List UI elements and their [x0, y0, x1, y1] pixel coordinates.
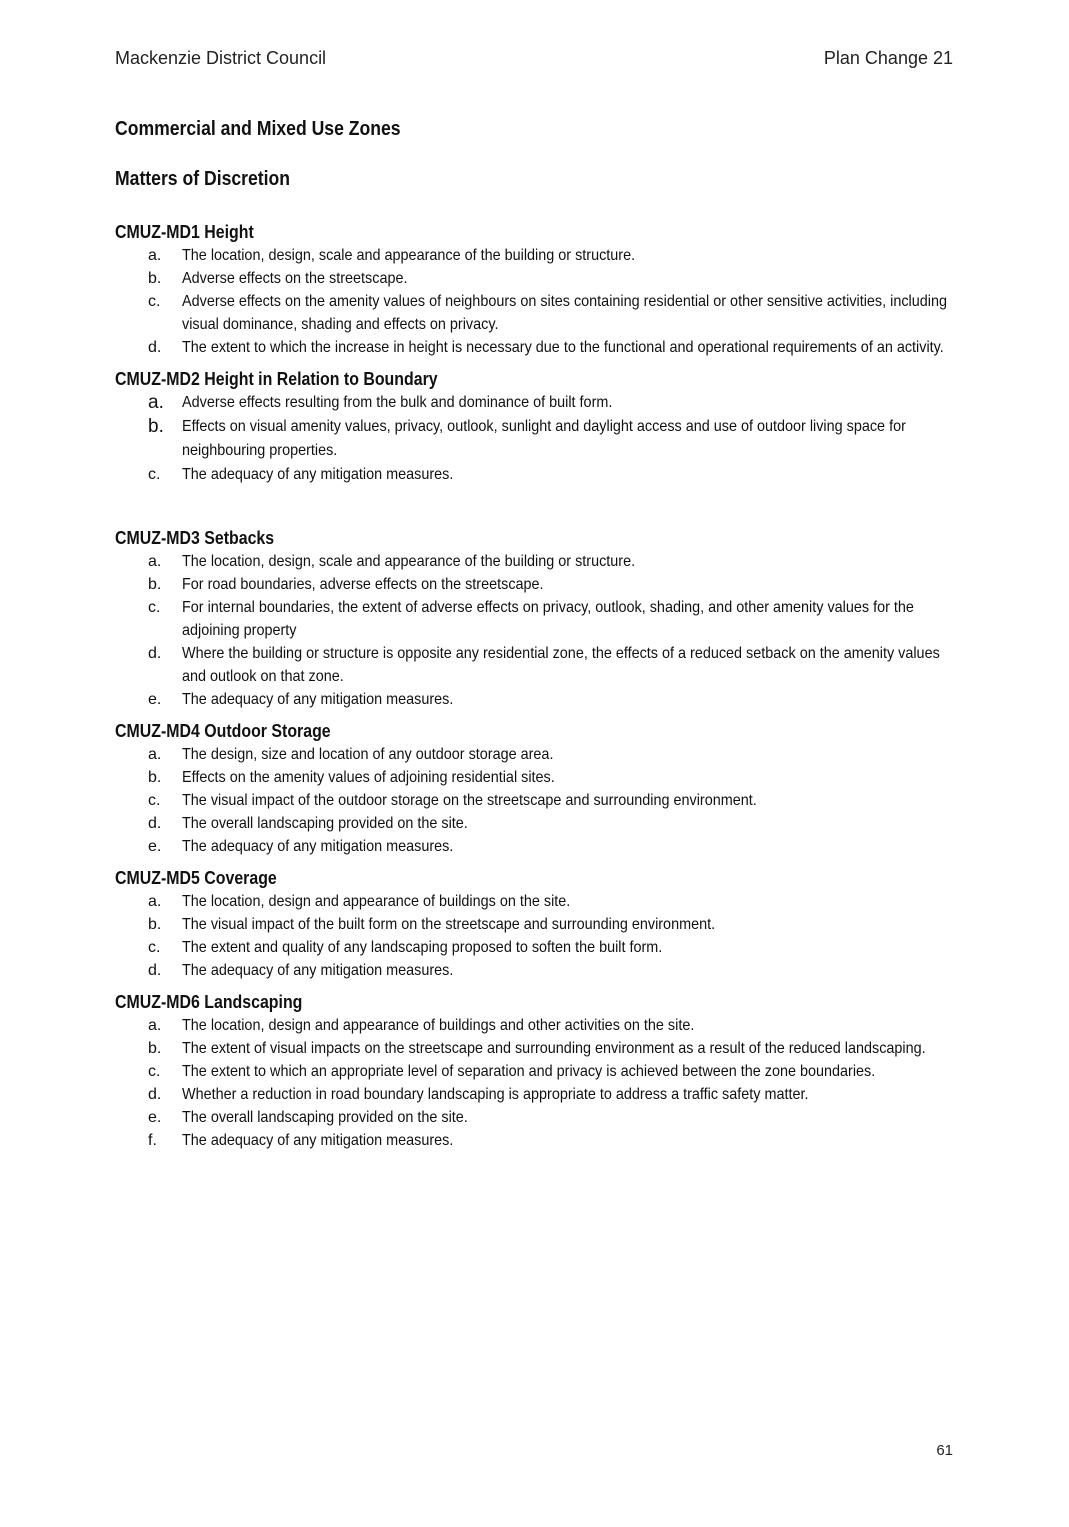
list-item	[115, 1037, 955, 1060]
item-text: The location, design and appearance of buildings and other activities on the site.	[182, 1017, 695, 1034]
item-letter: f.	[148, 1132, 157, 1149]
item-list	[115, 391, 955, 486]
list-item	[115, 812, 955, 835]
item-text: The overall landscaping provided on the site.	[182, 1109, 468, 1126]
item-letter: a.	[148, 1017, 162, 1034]
item-letter: b.	[148, 1040, 162, 1057]
page-title: Commercial and Mixed Use Zones	[115, 118, 401, 140]
section	[115, 220, 955, 359]
list-item	[115, 391, 955, 415]
list-item	[115, 550, 955, 573]
item-text: The location, design, scale and appearance of the building or structure.	[182, 553, 636, 570]
item-text: Effects on visual amenity values, privacy, outlook, sunlight and daylight access and use of outdoor living space for neighbouring properties.	[182, 418, 906, 459]
list-item	[115, 290, 955, 336]
page-content	[115, 116, 955, 1160]
list-item	[115, 913, 955, 936]
section-heading: CMUZ-MD1 Height	[115, 221, 254, 242]
list-item	[115, 1014, 955, 1037]
item-text: Whether a reduction in road boundary landscaping is appropriate to address a traffic safety matter.	[182, 1086, 809, 1103]
item-letter: a.	[148, 746, 162, 763]
list-item	[115, 463, 955, 486]
section	[115, 866, 955, 982]
item-list	[115, 1014, 955, 1152]
item-text: The extent to which an appropriate level of separation and privacy is achieved between the zone boundaries.	[182, 1063, 876, 1080]
item-text: The extent and quality of any landscaping proposed to soften the built form.	[182, 939, 663, 956]
item-letter: c.	[148, 939, 161, 956]
item-letter: c.	[148, 466, 161, 483]
header-organisation: Mackenzie District Council	[115, 48, 327, 68]
item-letter: a.	[148, 392, 164, 413]
item-letter: d.	[148, 1086, 162, 1103]
item-letter: a.	[148, 893, 162, 910]
list-item	[115, 415, 955, 463]
item-letter: e.	[148, 691, 162, 708]
list-item	[115, 1060, 955, 1083]
item-letter: b.	[148, 576, 162, 593]
section-heading: CMUZ-MD5 Coverage	[115, 867, 277, 888]
list-item	[115, 1083, 955, 1106]
list-item	[115, 267, 955, 290]
list-item	[115, 766, 955, 789]
page-subtitle: Matters of Discretion	[115, 168, 291, 190]
item-text: Adverse effects resulting from the bulk and dominance of built form.	[182, 394, 613, 411]
item-letter: d.	[148, 962, 162, 979]
item-letter: c.	[148, 599, 161, 616]
item-text: The overall landscaping provided on the site.	[182, 815, 468, 832]
list-item	[115, 573, 955, 596]
item-letter: d.	[148, 339, 162, 356]
item-text: The location, design, scale and appearance of the building or structure.	[182, 247, 636, 264]
item-letter: a.	[148, 247, 162, 264]
list-item	[115, 936, 955, 959]
item-text: Adverse effects on the amenity values of neighbours on sites containing residential or other sensitive activities, including visual dominance, shading and effects on privacy.	[182, 293, 947, 333]
page-number: 61	[936, 1442, 953, 1459]
header-document-title: Plan Change 21	[823, 48, 953, 68]
item-letter: d.	[148, 815, 162, 832]
item-letter: b.	[148, 769, 162, 786]
section	[115, 367, 955, 486]
item-list	[115, 743, 955, 858]
item-text: The extent of visual impacts on the streetscape and surrounding environment as a result of the reduced landscaping.	[182, 1040, 926, 1057]
item-list	[115, 244, 955, 359]
item-text: The location, design and appearance of buildings on the site.	[182, 893, 571, 910]
list-item	[115, 642, 955, 688]
section-heading: CMUZ-MD3 Setbacks	[115, 527, 275, 548]
list-item	[115, 890, 955, 913]
list-item	[115, 835, 955, 858]
item-text: Where the building or structure is opposite any residential zone, the effects of a reduced setback on the amenity values and outlook on that zone.	[182, 645, 940, 685]
item-text: The adequacy of any mitigation measures.	[182, 691, 454, 708]
item-letter: e.	[148, 1109, 162, 1126]
section-heading: CMUZ-MD4 Outdoor Storage	[115, 720, 331, 741]
item-text: The adequacy of any mitigation measures.	[182, 466, 454, 483]
item-text: The adequacy of any mitigation measures.	[182, 1132, 454, 1149]
item-letter: c.	[148, 792, 161, 809]
item-text: The design, size and location of any outdoor storage area.	[182, 746, 554, 763]
list-item	[115, 789, 955, 812]
item-text: The visual impact of the outdoor storage on the streetscape and surrounding environment.	[182, 792, 757, 809]
item-letter: b.	[148, 270, 162, 287]
item-letter: d.	[148, 645, 162, 662]
list-item	[115, 1129, 955, 1152]
list-item	[115, 1106, 955, 1129]
list-item	[115, 959, 955, 982]
section	[115, 719, 955, 858]
section	[115, 526, 955, 711]
section-heading: CMUZ-MD2 Height in Relation to Boundary	[115, 368, 438, 389]
item-text: Effects on the amenity values of adjoining residential sites.	[182, 769, 555, 786]
sections-container	[115, 220, 955, 1152]
section-heading: CMUZ-MD6 Landscaping	[115, 991, 303, 1012]
item-list	[115, 550, 955, 711]
item-text: The visual impact of the built form on the streetscape and surrounding environment.	[182, 916, 716, 933]
item-text: For road boundaries, adverse effects on the streetscape.	[182, 576, 544, 593]
list-item	[115, 743, 955, 766]
list-item	[115, 596, 955, 642]
section	[115, 990, 955, 1152]
item-letter: c.	[148, 1063, 161, 1080]
item-text: The adequacy of any mitigation measures.	[182, 962, 454, 979]
item-letter: a.	[148, 553, 162, 570]
item-letter: b.	[148, 416, 164, 437]
item-text: Adverse effects on the streetscape.	[182, 270, 408, 287]
item-letter: e.	[148, 838, 162, 855]
item-letter: b.	[148, 916, 162, 933]
list-item	[115, 244, 955, 267]
list-item	[115, 336, 955, 359]
item-text: The adequacy of any mitigation measures.	[182, 838, 454, 855]
list-item	[115, 688, 955, 711]
item-list	[115, 890, 955, 982]
item-text: For internal boundaries, the extent of adverse effects on privacy, outlook, shading, and other amenity values for the adjoining property	[182, 599, 914, 639]
item-text: The extent to which the increase in height is necessary due to the functional and operational requirements of an activity.	[182, 339, 944, 356]
item-letter: c.	[148, 293, 161, 310]
